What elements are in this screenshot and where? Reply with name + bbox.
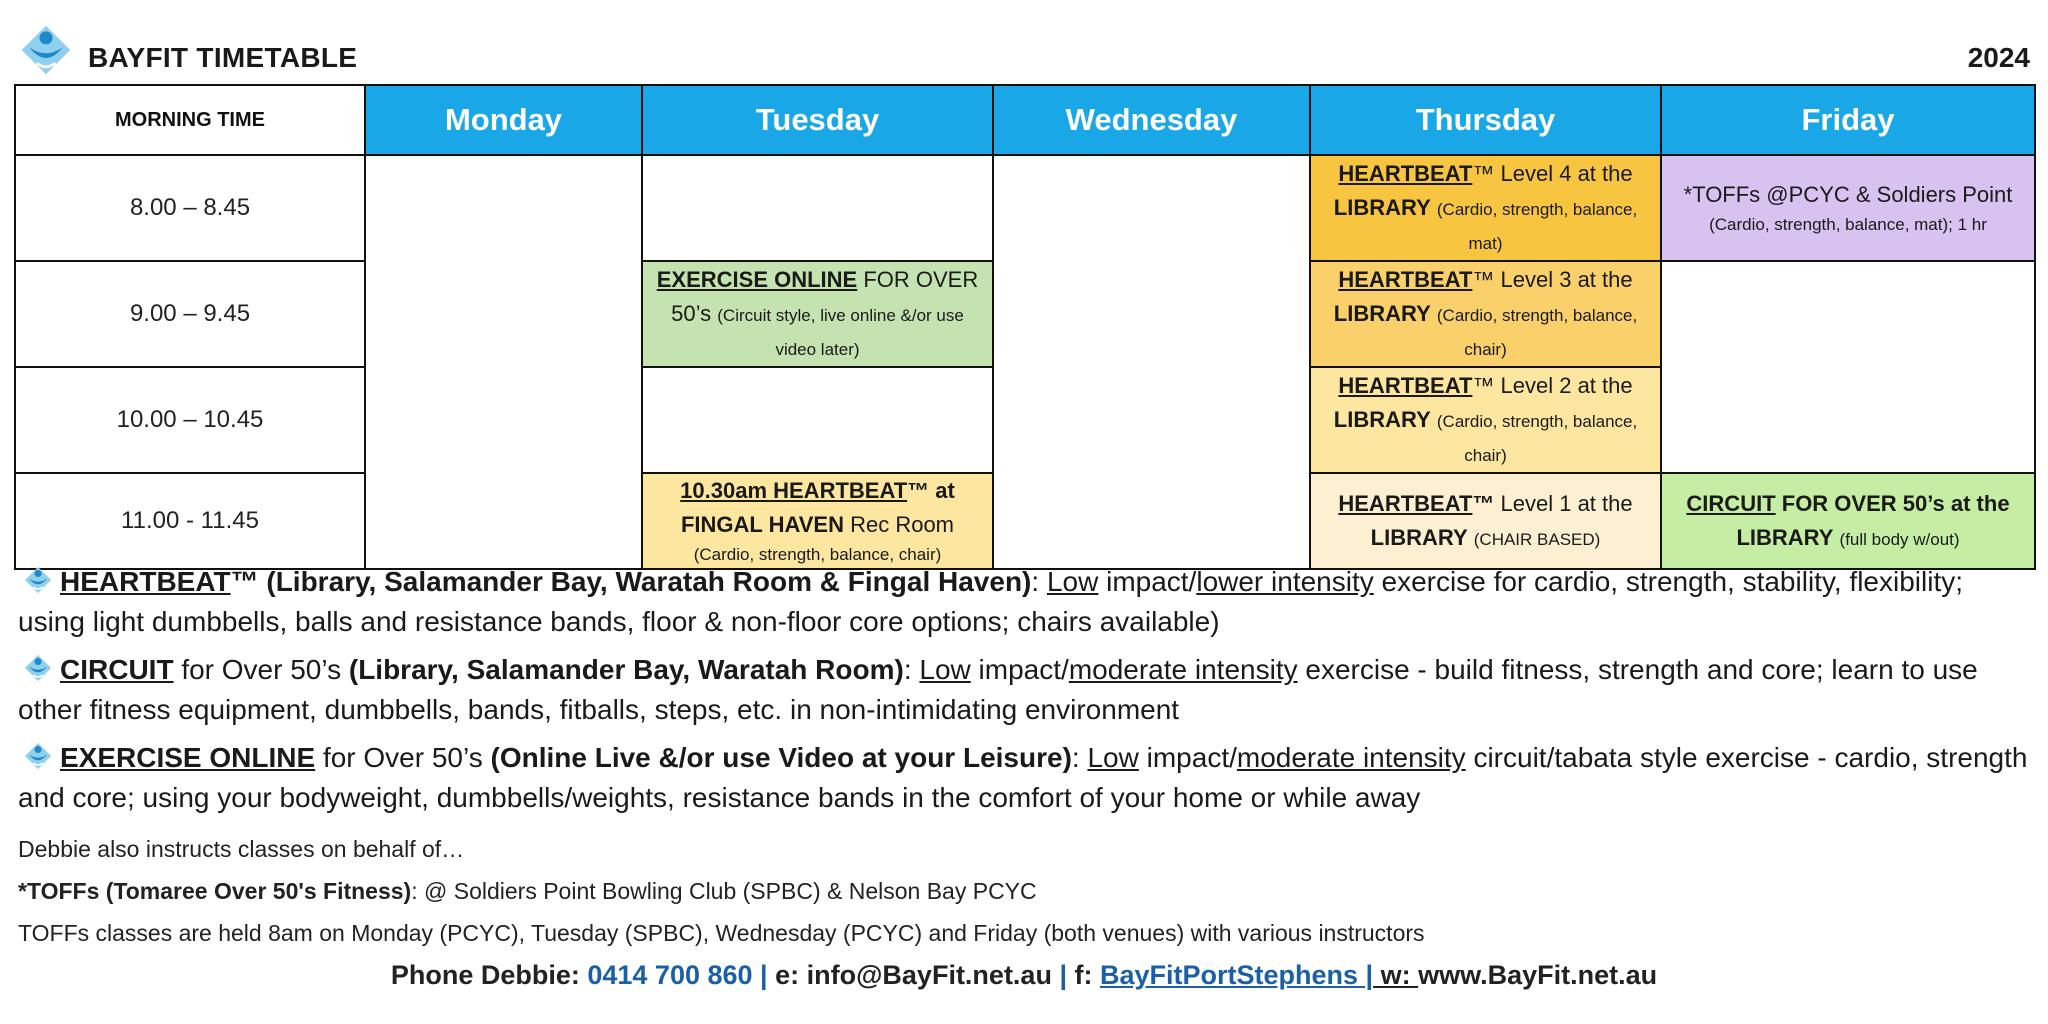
bayfit-figure-icon bbox=[18, 653, 58, 683]
contact-bar: Phone Debbie: 0414 700 860 | e: info@BayFit.net.au | f: BayFitPortStephens | w: www.BayFit.net.au bbox=[390, 960, 1658, 990]
header-wednesday: Wednesday bbox=[993, 85, 1310, 155]
bayfit-figure-icon bbox=[18, 741, 58, 771]
class-heartbeat-level1: HEARTBEAT™ Level 1 at the LIBRARY (CHAIR BASED) bbox=[1310, 473, 1661, 569]
class-circuit-friday: CIRCUIT FOR OVER 50’s at the LIBRARY (full body w/out) bbox=[1661, 473, 2035, 569]
facebook-link[interactable]: BayFitPortStephens | bbox=[1100, 960, 1374, 990]
header-morning-time: MORNING TIME bbox=[15, 85, 365, 155]
class-exercise-online: EXERCISE ONLINE FOR OVER 50’s (Circuit style, live online &/or use video later) bbox=[642, 261, 993, 367]
time-slot: 10.00 – 10.45 bbox=[15, 367, 365, 473]
bayfit-figure-icon bbox=[18, 565, 58, 595]
year-label: 2024 bbox=[1967, 42, 2030, 73]
header-friday: Friday bbox=[1661, 85, 2035, 155]
header-thursday: Thursday bbox=[1310, 85, 1661, 155]
online-description: EXERCISE ONLINE for Over 50’s (Online Live &/or use Video at your Leisure): Low impact/moderate intensity circuit/tabata style exercise - cardio, strength and core; using your bodyweight, dumbbells/weights, resistance bands in the comfort of your home or while away bbox=[18, 742, 2028, 813]
circuit-description: CIRCUIT for Over 50’s (Library, Salamander Bay, Waratah Room): Low impact/moderate intensity exercise - build fitness, strength and core; learn to use other fitness equipment, dumbbells, bands, fitballs, steps, etc. in non-intimidating environment bbox=[18, 654, 1978, 725]
class-heartbeat-level2: HEARTBEAT™ Level 2 at the LIBRARY (Cardio, strength, balance, chair) bbox=[1310, 367, 1661, 473]
bayfit-logo-icon bbox=[18, 20, 74, 80]
class-toffs-friday: *TOFFs @PCYC & Soldiers Point (Cardio, strength, balance, mat); 1 hr bbox=[1661, 155, 2035, 261]
class-heartbeat-level3: HEARTBEAT™ Level 3 at the LIBRARY (Cardio, strength, balance, chair) bbox=[1310, 261, 1661, 367]
toffs-note: *TOFFs (Tomaree Over 50's Fitness): @ Soldiers Point Bowling Club (SPBC) & Nelson Bay PCYC bbox=[18, 878, 1037, 904]
phone-link[interactable]: 0414 700 860 bbox=[587, 960, 753, 990]
tuesday-empty bbox=[642, 155, 993, 261]
header-tuesday: Tuesday bbox=[642, 85, 993, 155]
class-heartbeat-level4: HEARTBEAT™ Level 4 at the LIBRARY (Cardio, strength, balance, mat) bbox=[1310, 155, 1661, 261]
website-link[interactable]: www.BayFit.net.au bbox=[1418, 960, 1658, 990]
timetable bbox=[14, 84, 2036, 570]
header-monday: Monday bbox=[365, 85, 642, 155]
wednesday-empty bbox=[993, 155, 1310, 569]
page-title: BAYFIT TIMETABLE bbox=[88, 42, 358, 73]
heartbeat-description: HEARTBEAT™ (Library, Salamander Bay, Waratah Room & Fingal Haven): Low impact/lower intensity exercise for cardio, strength, stability, flexibility; using light dumbbells, balls and resistance bands, floor & non-floor core options; chairs available) bbox=[18, 566, 1964, 637]
email-link[interactable]: info@BayFit.net.au bbox=[806, 960, 1052, 990]
friday-empty bbox=[1661, 261, 2035, 473]
debbie-note: Debbie also instructs classes on behalf of… bbox=[18, 836, 465, 862]
time-slot: 9.00 – 9.45 bbox=[15, 261, 365, 367]
class-heartbeat-fingal-haven: 10.30am HEARTBEAT™ at FINGAL HAVEN Rec Room (Cardio, strength, balance, chair) bbox=[642, 473, 993, 569]
time-slot: 11.00 - 11.45 bbox=[15, 473, 365, 569]
time-slot: 8.00 – 8.45 bbox=[15, 155, 365, 261]
toffs-classes-note: TOFFs classes are held 8am on Monday (PCYC), Tuesday (SPBC), Wednesday (PCYC) and Friday (both venues) with various instructors bbox=[18, 920, 1425, 946]
tuesday-empty bbox=[642, 367, 993, 473]
monday-empty bbox=[365, 155, 642, 569]
